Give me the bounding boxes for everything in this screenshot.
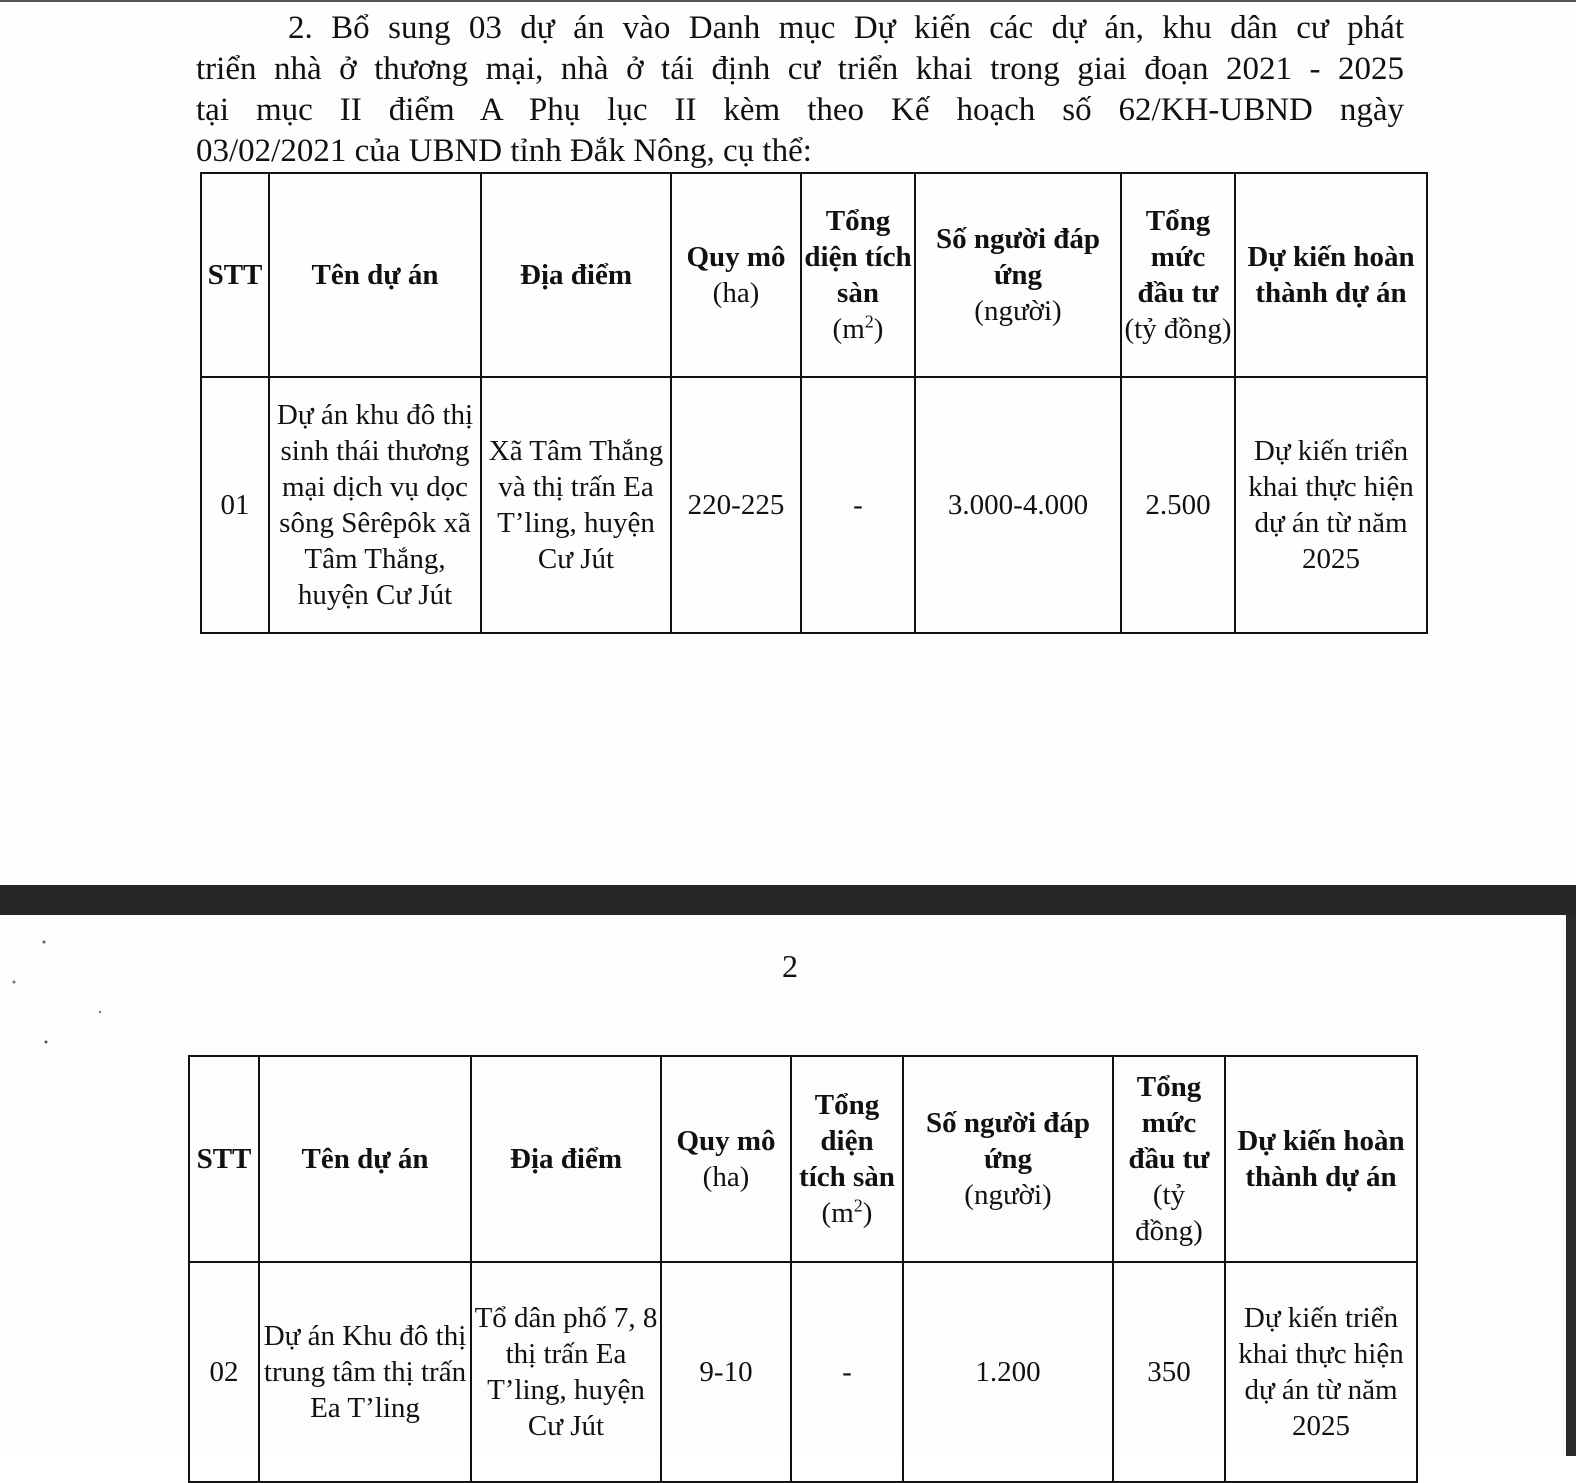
cell-project-name: Dự án khu đô thị sinh thái thương mại dịch vụ dọc sông Sêrêpôk xã Tâm Thắng, huyện Cư Jút <box>269 377 481 633</box>
header-stt: STT <box>189 1056 259 1262</box>
header-investment-title: Tổng mức đầu tư <box>1137 205 1219 309</box>
intro-paragraph <box>196 8 1404 172</box>
header-completion: Dự kiến hoàn thành dự án <box>1235 173 1427 377</box>
scan-specks <box>0 930 140 1060</box>
header-floor-area-title: Tổng diện tích sàn <box>804 205 912 309</box>
project-table-2 <box>188 1055 1418 1483</box>
speck <box>43 941 46 944</box>
cell-floor-area: - <box>791 1262 903 1482</box>
header-location: Địa điểm <box>471 1056 661 1262</box>
intro-line-3: tại mục II điểm A Phụ lục II kèm theo Kế hoạch số 62/KH-UBND ngày <box>196 92 1404 128</box>
header-investment-unit: (tỷ đồng) <box>1124 313 1232 345</box>
page-break-band <box>0 885 1576 915</box>
header-stt: STT <box>201 173 269 377</box>
header-completion: Dự kiến hoàn thành dự án <box>1225 1056 1417 1262</box>
cell-completion: Dự kiến triển khai thực hiện dự án từ năm 2025 <box>1235 377 1427 633</box>
header-scale <box>671 173 801 377</box>
header-people <box>915 173 1121 377</box>
cell-stt: 01 <box>201 377 269 633</box>
intro-line-1: 2. Bổ sung 03 dự án vào Danh mục Dự kiến các dự án, khu dân cư phát <box>288 10 1404 46</box>
cell-investment: 2.500 <box>1121 377 1235 633</box>
table-row <box>189 1262 1417 1482</box>
table-header-row <box>201 173 1427 377</box>
header-investment <box>1113 1056 1225 1262</box>
project-table-1 <box>200 172 1428 634</box>
cell-floor-area: - <box>801 377 915 633</box>
table-row <box>201 377 1427 633</box>
header-people-unit: (người) <box>974 295 1062 327</box>
page-number: 2 <box>782 948 798 984</box>
unit-close: ) <box>873 313 884 345</box>
right-edge-shadow <box>1566 915 1576 1456</box>
header-scale-title: Quy mô <box>676 1125 776 1157</box>
header-scale <box>661 1056 791 1262</box>
header-scale-unit: (ha) <box>712 277 760 309</box>
header-people <box>903 1056 1113 1262</box>
speck <box>13 981 16 984</box>
cell-project-name: Dự án Khu đô thị trung tâm thị trấn Ea T’ling <box>259 1262 471 1482</box>
header-project-name: Tên dự án <box>259 1056 471 1262</box>
header-investment <box>1121 173 1235 377</box>
cell-people: 1.200 <box>903 1262 1113 1482</box>
table-header-row <box>189 1056 1417 1262</box>
unit-superscript: 2 <box>853 1195 863 1216</box>
speck <box>99 1011 101 1013</box>
header-floor-area-unit <box>794 1195 900 1231</box>
cell-people: 3.000-4.000 <box>915 377 1121 633</box>
header-scale-unit: (ha) <box>702 1161 750 1193</box>
header-floor-area-title: Tổng diện tích sàn <box>799 1089 895 1193</box>
cell-location: Tổ dân phố 7, 8 thị trấn Ea T’ling, huyện Cư Jút <box>471 1262 661 1482</box>
top-rule <box>0 0 1576 2</box>
cell-scale: 9-10 <box>661 1262 791 1482</box>
unit-open: (m <box>832 313 865 345</box>
header-investment-unit: (tỷ đồng) <box>1135 1179 1203 1247</box>
header-location: Địa điểm <box>481 173 671 377</box>
cell-investment: 350 <box>1113 1262 1225 1482</box>
intro-line-2: triển nhà ở thương mại, nhà ở tái định cư triển khai trong giai đoạn 2021 - 2025 <box>196 51 1404 87</box>
header-people-title: Số người đáp ứng <box>935 223 1101 291</box>
intro-line-4: 03/02/2021 của UBND tỉnh Đắk Nông, cụ thể: <box>196 133 812 169</box>
header-project-name: Tên dự án <box>269 173 481 377</box>
unit-open: (m <box>821 1197 854 1229</box>
header-investment-title: Tổng mức đầu tư <box>1128 1071 1210 1175</box>
cell-stt: 02 <box>189 1262 259 1482</box>
unit-superscript: 2 <box>864 311 874 332</box>
header-scale-title: Quy mô <box>686 241 786 273</box>
cell-completion: Dự kiến triển khai thực hiện dự án từ năm 2025 <box>1225 1262 1417 1482</box>
cell-scale: 220-225 <box>671 377 801 633</box>
header-floor-area <box>801 173 915 377</box>
header-floor-area <box>791 1056 903 1262</box>
header-floor-area-unit <box>804 311 912 347</box>
header-people-title: Số người đáp ứng <box>925 1107 1091 1175</box>
speck <box>45 1041 48 1044</box>
header-people-unit: (người) <box>964 1179 1052 1211</box>
unit-close: ) <box>862 1197 873 1229</box>
cell-location: Xã Tâm Thắng và thị trấn Ea T’ling, huyện Cư Jút <box>481 377 671 633</box>
